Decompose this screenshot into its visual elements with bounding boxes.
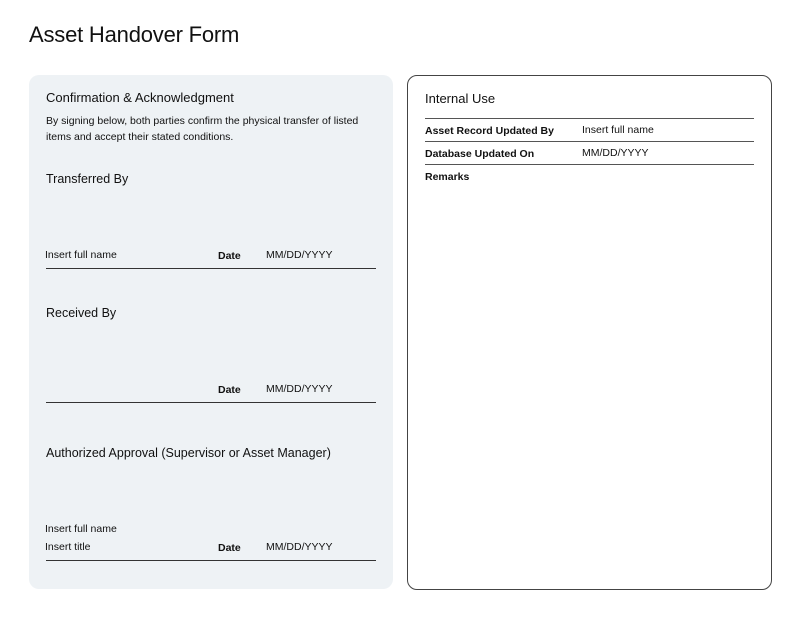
page-title: Asset Handover Form <box>29 22 240 47</box>
transferred-by-name-field[interactable]: Insert full name <box>45 249 117 261</box>
asset-record-updated-by-field[interactable]: Insert full name <box>582 124 654 136</box>
approval-date-label: Date <box>218 542 241 554</box>
database-updated-on-label: Database Updated On <box>425 148 535 160</box>
row-divider <box>425 164 754 165</box>
remarks-label: Remarks <box>425 171 470 183</box>
approver-name-field[interactable]: Insert full name <box>45 523 117 535</box>
confirmation-panel <box>29 75 393 589</box>
received-by-title: Received By <box>46 306 117 320</box>
received-by-date-field[interactable]: MM/DD/YYYY <box>266 383 333 395</box>
remarks-area[interactable] <box>425 191 754 571</box>
transferred-by-title: Transferred By <box>46 172 129 186</box>
received-by-date-label: Date <box>218 384 241 396</box>
transferred-by-signature-line <box>46 268 376 269</box>
internal-use-divider <box>425 118 754 119</box>
transferred-by-date-label: Date <box>218 250 241 262</box>
confirmation-heading: Confirmation & Acknowledgment <box>46 90 234 105</box>
confirmation-statement: By signing below, both parties confirm the physical transfer of listed items and accept their stated conditions. <box>46 115 359 143</box>
database-updated-on-field[interactable]: MM/DD/YYYY <box>582 147 649 159</box>
asset-record-updated-by-label: Asset Record Updated By <box>425 125 554 137</box>
transferred-by-date-field[interactable]: MM/DD/YYYY <box>266 249 333 261</box>
approval-date-field[interactable]: MM/DD/YYYY <box>266 541 333 553</box>
approver-title-field[interactable]: Insert title <box>45 541 91 553</box>
internal-use-heading: Internal Use <box>425 91 496 106</box>
received-by-signature-line <box>46 402 376 403</box>
internal-use-panel <box>407 75 772 590</box>
row-divider <box>425 141 754 142</box>
authorized-approval-title: Authorized Approval (Supervisor or Asset Manager) <box>46 446 331 460</box>
approval-signature-line <box>46 560 376 561</box>
